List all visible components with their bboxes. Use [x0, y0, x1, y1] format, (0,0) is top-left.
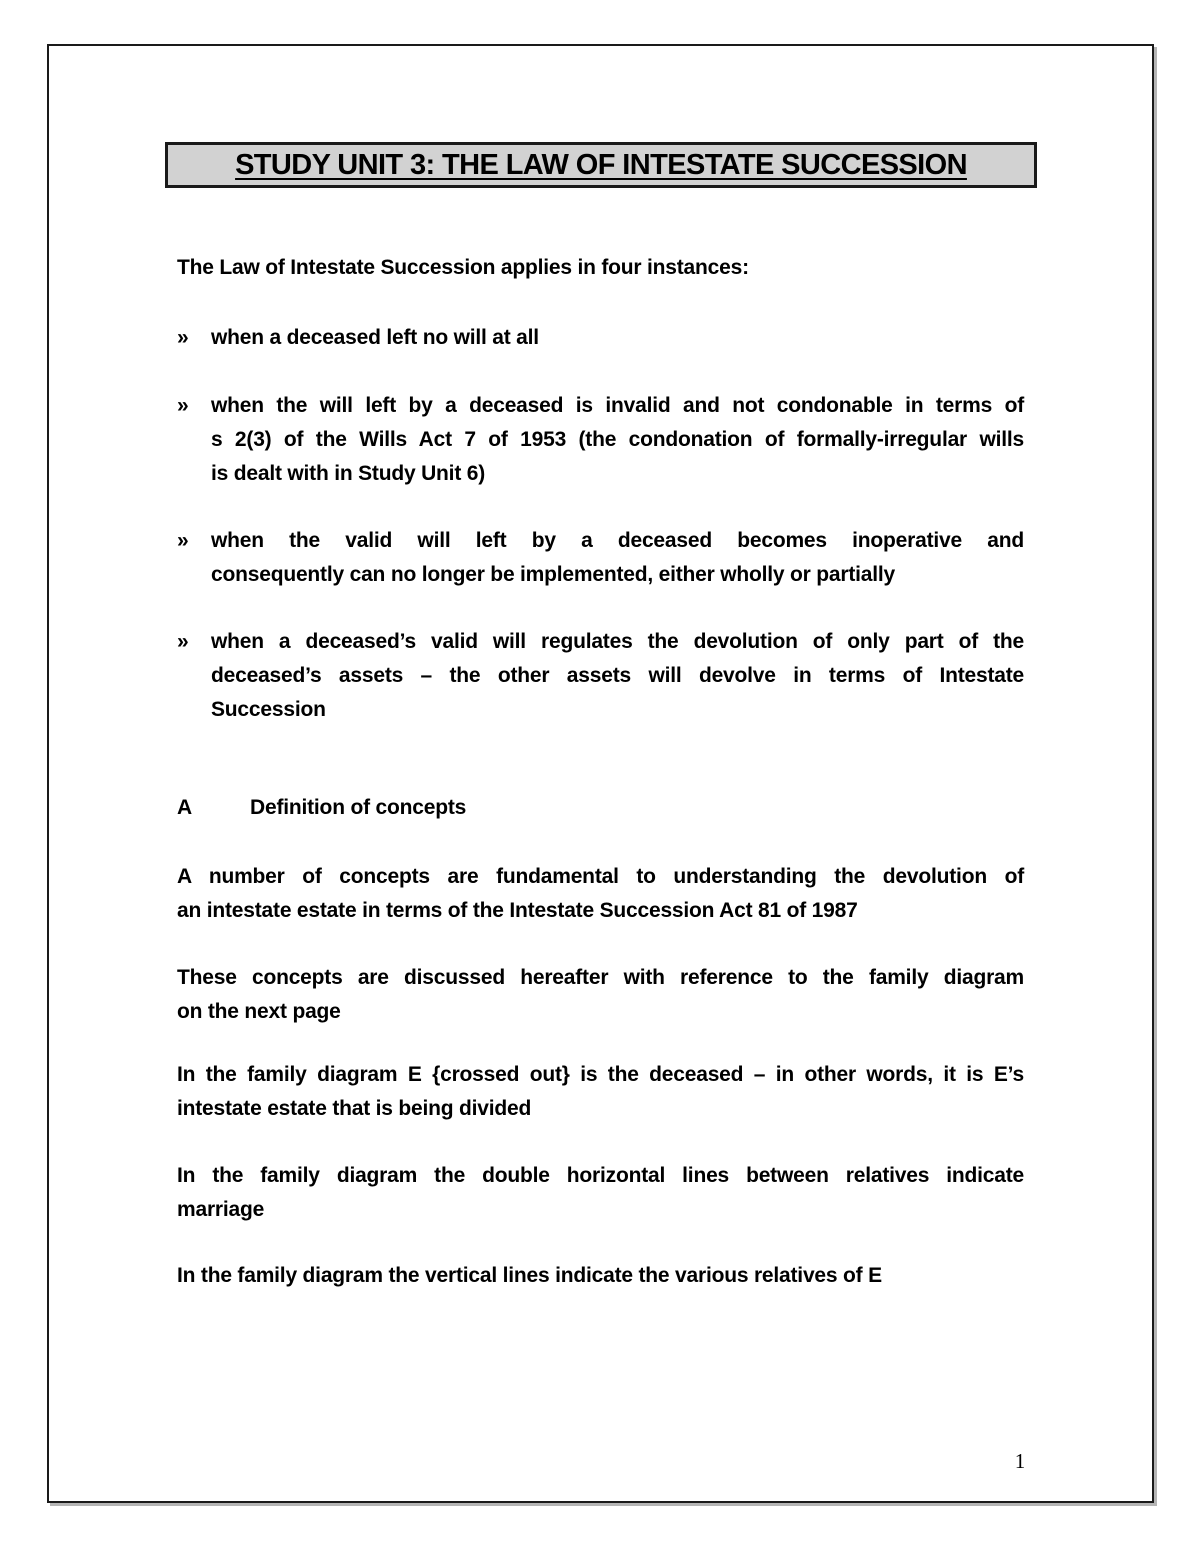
- section-heading: Definition of concepts: [250, 796, 467, 819]
- text-line: In the family diagram E {crossed out} is the deceased – in other words, it is E’s: [177, 1063, 1024, 1086]
- text-line: an intestate estate in terms of the Intestate Succession Act 81 of 1987: [177, 899, 858, 922]
- paragraph: [177, 1058, 1024, 1126]
- guillemet-bullet-marker: »: [177, 630, 189, 653]
- text-line: deceased’s assets – the other assets will devolve in terms of Intestate: [211, 664, 1024, 687]
- text-line: when a deceased’s valid will regulates the devolution of only part of the: [211, 630, 1024, 653]
- bullet-item: [177, 524, 1024, 592]
- text-line: In the family diagram the double horizontal lines between relatives indicate: [177, 1164, 1024, 1187]
- text-line: intestate estate that is being divided: [177, 1097, 532, 1120]
- guillemet-bullet-marker: »: [177, 326, 189, 349]
- intro-paragraph: [177, 251, 1024, 285]
- guillemet-bullet-marker: »: [177, 394, 189, 417]
- paragraph: [177, 1159, 1024, 1227]
- text-line: on the next page: [177, 1000, 341, 1023]
- bullet-text: [211, 524, 1024, 592]
- bullet-item: [177, 321, 1024, 355]
- text-line: when the valid will left by a deceased becomes inoperative and: [211, 529, 1024, 552]
- paragraph: [177, 1259, 1024, 1293]
- title-box: [165, 142, 1037, 188]
- page-number: 1: [1014, 1449, 1026, 1473]
- text-line: These concepts are discussed hereafter with reference to the family diagram: [177, 966, 1024, 989]
- section-heading-row: [177, 791, 1024, 825]
- bullet-text: [211, 389, 1024, 491]
- paragraph: [177, 860, 1024, 928]
- text-line: The Law of Intestate Succession applies in four instances:: [177, 256, 749, 279]
- text-line: is dealt with in Study Unit 6): [211, 462, 486, 485]
- paragraph: [177, 961, 1024, 1029]
- guillemet-bullet-marker: »: [177, 529, 189, 552]
- text-line: consequently can no longer be implemented, either wholly or partially: [211, 563, 896, 586]
- section-label: A: [177, 796, 192, 819]
- bullet-text: [211, 625, 1024, 727]
- text-line: A number of concepts are fundamental to understanding the devolution of: [177, 865, 1024, 888]
- bullet-text: [211, 321, 1024, 355]
- bullet-item: [177, 625, 1024, 727]
- page-title: STUDY UNIT 3: THE LAW OF INTESTATE SUCCESSION: [235, 148, 967, 181]
- text-line: marriage: [177, 1198, 265, 1221]
- text-line: In the family diagram the vertical lines indicate the various relatives of E: [177, 1264, 882, 1287]
- text-line: s 2(3) of the Wills Act 7 of 1953 (the condonation of formally-irregular wills: [211, 428, 1024, 451]
- bullet-item: [177, 389, 1024, 491]
- text-line: when the will left by a deceased is invalid and not condonable in terms of: [211, 394, 1024, 417]
- text-line: when a deceased left no will at all: [211, 326, 539, 349]
- text-line: Succession: [211, 698, 326, 721]
